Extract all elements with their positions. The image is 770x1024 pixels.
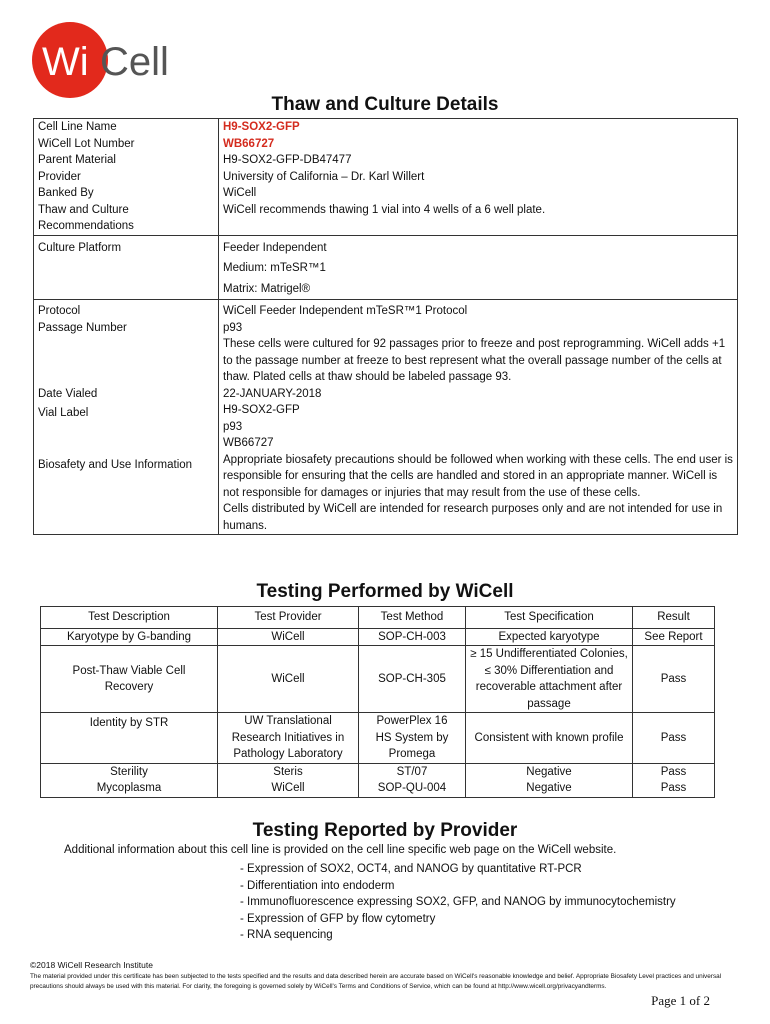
platform-type: Feeder Independent xyxy=(223,241,327,254)
thaw-label: Thaw and Culture Recommendations xyxy=(34,202,219,236)
logo-wi: Wi xyxy=(42,40,89,84)
cell-method: SOP-CH-305 xyxy=(359,646,466,713)
cell-provider: Steris xyxy=(218,763,359,780)
details-table xyxy=(33,118,738,535)
reported-heading: Testing Reported by Provider xyxy=(252,820,518,841)
th-specification: Test Specification xyxy=(466,607,633,629)
table-row xyxy=(41,763,715,780)
cell-specification: Negative xyxy=(466,763,633,780)
protocol-value: WiCell Feeder Independent mTeSR™1 Protocol xyxy=(219,300,738,320)
cell-result: Pass xyxy=(633,780,715,797)
cell-method: SOP-QU-004 xyxy=(359,780,466,797)
cell-line-value: H9-SOX2-GFP xyxy=(219,119,738,136)
cell-result: Pass xyxy=(633,713,715,764)
cell-specification: ≥ 15 Undifferentiated Colonies, ≤ 30% Differentiation and recoverable attachment after passage xyxy=(466,646,633,713)
fine-print: The material provided under this certificate has been subjected to the tests specified and the results and data described herein are accurate based on WiCell's reasonable knowledge and belief. Appropriate Biosafety Level practices and universal precautions should always be used with this material. For clarity, the foregoing is governed solely by WiCell's Terms and Conditions of Service, which can be found at http://www.wicell.org/privacyandterms. xyxy=(30,973,722,990)
reported-list xyxy=(240,861,676,944)
passage-note: These cells were cultured for 92 passages prior to freeze and post reprogramming. WiCell adds +1 to the passage number at freeze to best represent what the overall passage number of the cells at thaw. Plated cells at thaw should be labeled passage 93. xyxy=(223,338,726,383)
vial-label-label: Vial Label xyxy=(38,407,89,419)
cell-description: Karyotype by G-banding xyxy=(41,628,218,646)
platform-label: Culture Platform xyxy=(34,235,219,300)
cell-method: SOP-CH-003 xyxy=(359,628,466,646)
cell-result: Pass xyxy=(633,646,715,713)
banked-label: Banked By xyxy=(38,187,94,199)
vial-label-value xyxy=(219,402,738,452)
logo-cell: Cell xyxy=(100,40,169,84)
cell-description: Sterility xyxy=(41,763,218,780)
list-item: - Differentiation into endoderm xyxy=(240,878,676,895)
list-item: - RNA sequencing xyxy=(240,927,676,944)
cell-result: Pass xyxy=(633,763,715,780)
cell-provider: WiCell xyxy=(218,780,359,797)
wicell-logo xyxy=(30,20,180,100)
cell-method: PowerPlex 16 HS System by Promega xyxy=(359,713,466,764)
th-provider: Test Provider xyxy=(218,607,359,629)
tests-header-row xyxy=(41,607,715,629)
biosafety-label: Biosafety and Use Information xyxy=(38,458,193,471)
vial-line-3: WB66727 xyxy=(223,437,274,449)
cell-provider: WiCell xyxy=(218,646,359,713)
th-description: Test Description xyxy=(41,607,218,629)
protocol-label: Protocol xyxy=(38,305,81,317)
cell-description: Mycoplasma xyxy=(41,780,218,797)
cell-provider: UW Translational Research Initiatives in Pathology Laboratory xyxy=(218,713,359,764)
biosafety-value xyxy=(219,452,738,535)
biosafety-p1: Appropriate biosafety precautions should be followed when working with these cells. The end user is responsible for ensuring that the cells are handled and stored in an appropriate manner. WiCell is not responsible for damages or injuries that may result from the use of these cells. xyxy=(223,453,733,499)
biosafety-p2: Cells distributed by WiCell are intended for research purposes only and are not intended for use in humans. xyxy=(223,503,723,532)
thaw-value: WiCell recommends thawing 1 vial into 4 wells of a 6 well plate. xyxy=(219,202,738,236)
details-heading: Thaw and Culture Details xyxy=(271,94,499,115)
banked-value: WiCell xyxy=(219,185,738,202)
cell-description: Post-Thaw Viable Cell Recovery xyxy=(41,646,218,713)
passage-number: p93 xyxy=(223,321,243,334)
date-value: 22-JANUARY-2018 xyxy=(219,386,738,403)
copyright: ©2018 WiCell Research Institute xyxy=(30,960,153,970)
reported-intro: Additional information about this cell line is provided on the cell line specific web page on the WiCell website. xyxy=(64,844,617,856)
platform-medium: Medium: mTeSR™1 xyxy=(223,262,326,274)
vial-line-2: p93 xyxy=(223,420,243,433)
lot-value: WB66727 xyxy=(219,136,738,153)
cell-description: Identity by STR xyxy=(41,713,218,764)
table-row xyxy=(41,628,715,646)
vial-line-1: H9-SOX2-GFP xyxy=(223,404,300,416)
platform-matrix: Matrix: Matrigel® xyxy=(223,282,311,295)
cell-specification: Consistent with known profile xyxy=(466,713,633,764)
cell-line-label: Cell Line Name xyxy=(38,121,117,133)
cell-method: ST/07 xyxy=(359,763,466,780)
th-method: Test Method xyxy=(359,607,466,629)
th-result: Result xyxy=(633,607,715,629)
platform-value xyxy=(219,235,738,300)
list-item: - Immunofluorescence expressing SOX2, GFP, and NANOG by immunocytochemistry xyxy=(240,894,676,911)
cell-specification: Expected karyotype xyxy=(466,628,633,646)
provider-value: University of California – Dr. Karl Willert xyxy=(219,169,738,186)
list-item: - Expression of GFP by flow cytometry xyxy=(240,911,676,928)
cell-result: See Report xyxy=(633,628,715,646)
provider-label: Provider xyxy=(38,170,81,183)
table-row xyxy=(41,780,715,797)
cell-specification: Negative xyxy=(466,780,633,797)
passage-value xyxy=(219,320,738,386)
testing-heading: Testing Performed by WiCell xyxy=(256,581,514,602)
tests-table xyxy=(40,606,715,798)
cell-provider: WiCell xyxy=(218,628,359,646)
page-number: Page 1 of 2 xyxy=(651,993,710,1008)
lot-label: WiCell Lot Number xyxy=(38,137,135,150)
date-label: Date Vialed xyxy=(38,387,98,400)
list-item: - Expression of SOX2, OCT4, and NANOG by quantitative RT-PCR xyxy=(240,861,676,878)
parent-value: H9-SOX2-GFP-DB47477 xyxy=(219,152,738,169)
passage-label: Passage Number xyxy=(38,321,127,334)
table-row xyxy=(41,646,715,713)
table-row xyxy=(41,713,715,764)
parent-label: Parent Material xyxy=(38,154,116,166)
